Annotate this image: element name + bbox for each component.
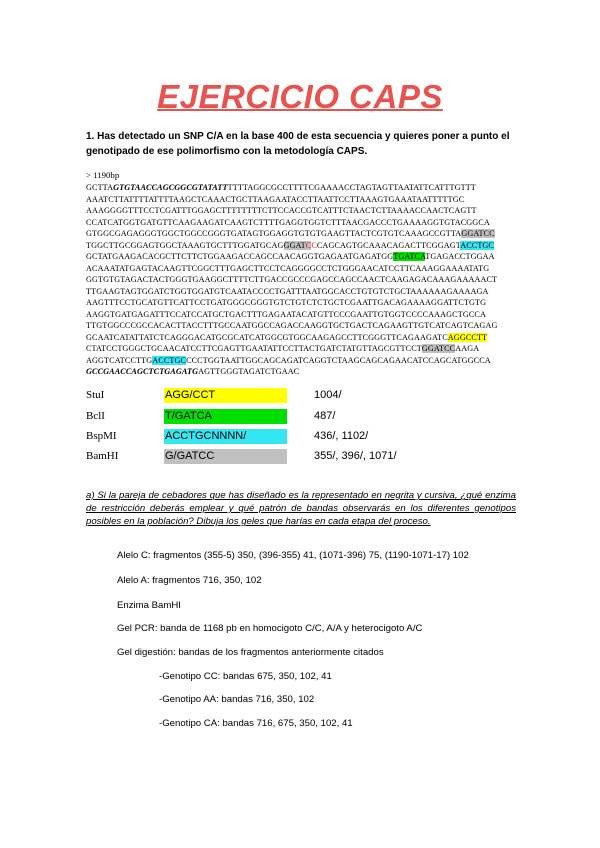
sequence-line xyxy=(86,320,516,332)
answer-line: -Genotipo AA: bandas 716, 350, 102 xyxy=(159,694,315,705)
sequence-line xyxy=(86,263,516,275)
sequence-line xyxy=(86,251,516,263)
sequence-segment-highlighted: GCCGAACCAGCTCTGAGATG xyxy=(86,367,199,376)
sequence-segment: AAAGGGGTTTCCTCGATTTGGAGCTTTTTTTTCTTCCACCGTCATTTCTAACTCTTAAAACCAACTCAGTT xyxy=(86,206,477,215)
sequence-line xyxy=(86,194,516,206)
sequence-segment-highlighted: ACCTGC xyxy=(152,355,187,365)
sequence-segment: TGAGACCTGGAA xyxy=(425,252,495,261)
enzyme-positions: 1004/ xyxy=(314,389,342,401)
sequence-segment: AAGA xyxy=(455,344,480,353)
sequence-segment: AGTTGGGTAGATCTGAAC xyxy=(198,367,300,376)
answer-line: Alelo C: fragmentos (355-5) 350, (396-355) 41, (1071-396) 75, (1190-1071-17) 102 xyxy=(117,550,469,561)
sequence-line xyxy=(86,286,516,298)
answer-line: Alelo A: fragmentos 716, 350, 102 xyxy=(117,575,262,586)
sequence-segment-highlighted: TGATCA xyxy=(393,252,426,261)
answer-line: Gel PCR: banda de 1168 pb en homocigoto C/C, A/A y heterocigoto A/C xyxy=(117,623,423,634)
sequence-segment: TTTTAGGCGCCTTTTCGAAAACCTAGTAGTTAATATTCATTTGTTT xyxy=(227,183,476,192)
sequence-segment-highlighted: C xyxy=(305,240,312,250)
sequence-line xyxy=(86,355,516,367)
enzyme-row xyxy=(86,448,466,467)
sequence-segment: AAGTTTCCTGCATGTTCATTCCTGATGGGCGGGTGTCTGTCTCTGCTCGAATTGACAGAAAAGGATTCTGTG xyxy=(86,298,487,307)
sequence-segment: CAGCAGTGCAAACAGACTTCGGAGT xyxy=(316,240,461,250)
enzyme-site: ACCTGCNNNN/ xyxy=(164,429,287,444)
enzyme-row xyxy=(86,408,466,427)
sequence-segment: TTGTGGCCCGCCACACTTACCTTTGCCAATGGCCAGACCAAGGTGCTGACTCAGAAGTTGTCATCAGTCAGAG xyxy=(86,321,498,330)
sequence-segment: GGTGTGTAGACTACTGGGTGAAGGCTTTTCTTGACCGCCCGAGCCAGCCAACTCAAGAGACAAAGAAAAACT xyxy=(86,275,498,284)
sequence-segment-highlighted: GGAT xyxy=(283,240,306,250)
sequence-segment: ACAAATATGAGTACAAGTTCGGCTTTGAGCTTCCTCAGGGGCCTCTGGGAACATCCTTCAAAGGAAAATATG xyxy=(86,263,490,273)
sequence-segment: GCTATGAAGACACGCTTCTTCTGGAAGACCAGCCAACAGGTGAGAATGAGATGG xyxy=(86,252,394,261)
question-paragraph xyxy=(86,129,516,159)
page-title: EJERCICIO CAPS xyxy=(157,78,443,115)
sequence-header: > 1190bp xyxy=(86,170,120,180)
sequence-line xyxy=(86,274,516,286)
sequence-line xyxy=(86,205,516,217)
enzyme-name: BamHI xyxy=(86,450,119,462)
answer-line: -Genotipo CA: bandas 716, 675, 350, 102, 41 xyxy=(159,718,353,729)
enzyme-name: BclI xyxy=(86,410,105,422)
sequence-segment-highlighted: GGATCC xyxy=(421,344,456,353)
enzyme-site: G/GATCC xyxy=(164,449,287,464)
sequence-line xyxy=(86,240,516,252)
enzyme-site: T/GATCA xyxy=(164,409,287,424)
answer-line: -Genotipo CC: bandas 675, 350, 102, 41 xyxy=(159,671,332,682)
dna-sequence xyxy=(86,182,516,378)
sequence-segment-highlighted: AGGCCTT xyxy=(447,332,488,342)
sequence-segment-highlighted: GGATCC xyxy=(461,229,495,238)
sequence-segment: AAATCTTATTTTATTTTAAGCTCAAACTGCTTAAGAATACCTTAATTCCTTAAAGTGAAATAATTTTTGC xyxy=(86,194,465,204)
sequence-segment: GCTTA xyxy=(86,183,114,192)
sequence-segment: CTATCCTGGGCTGCAACATCCTTCGAGTTGAATATTCCTTACTGATCTATGTTAGCGTTCCT xyxy=(86,344,422,353)
enzyme-row xyxy=(86,428,466,447)
sequence-segment: CCCTGGTAATTGGCAGCAGATCAGGTCTAAGCAGCAGAACATCCAGCATGGCCA xyxy=(186,355,491,365)
enzyme-positions: 487/ xyxy=(314,410,336,422)
sequence-segment: GTGGCGAGAGGGTGGCTGGCCGGGTGATAGTGGAGGTGTGTGAAGTTACTCGTGTCAAAGCCGTTA xyxy=(86,229,462,238)
sequence-segment-highlighted: GTGTAACCAGCGGCGTATATT xyxy=(113,183,228,192)
answer-line: Gel digestión: bandas de los fragmentos anteriormente citados xyxy=(117,647,384,658)
enzyme-name: StuI xyxy=(86,389,105,401)
sequence-segment: TTGAAGTAGTGGATCTGGTGGATGTCAATACCCCTGATTTAATGGCACCTGTGTCTGCTAAAAAAGAAAAGA xyxy=(86,286,489,296)
enzyme-row xyxy=(86,387,466,406)
question-text: Has detectado un SNP C/A en la base 400 de esta secuencia y quieres poner a punto el genotipado de ese polimorfismo con la metodología CAPS. xyxy=(86,131,510,157)
sequence-line xyxy=(86,217,516,229)
sequence-line xyxy=(86,182,516,194)
sequence-line xyxy=(86,332,516,344)
sequence-segment: AAGGTGATGAGATTTCCATCCATGCTGACTTTGAGAATACATGTTCCCGAATTGTGGTCCCCAAAGCTGCCA xyxy=(86,309,486,319)
sequence-line xyxy=(86,309,516,321)
part-a-question: a) Si la pareja de cebadores que has diseñado es la representado en negrita y cursiva, ¿qué enzima de restricción deberás emplear y qué patrón de bandas observarás en los diferentes genotipos posibles en la población? Dibuja los geles que harías en cada etapa del proceso. xyxy=(86,490,516,527)
answer-line: Enzima BamHI xyxy=(117,600,181,611)
sequence-segment: TGGCTTGCGGAGTGGCTAAAGTGCTTTGGATGCAG xyxy=(86,240,284,250)
sequence-segment-highlighted: ACCTGC xyxy=(460,240,494,250)
sequence-segment-highlighted: C xyxy=(311,240,317,250)
sequence-line xyxy=(86,228,516,240)
sequence-segment: CCATCATGGTGATGTTCAAGAAGATCAAGTCTTTTGAGGTGGTCTTTAACGACCCTGAAAAGGTGTACGGCA xyxy=(86,217,490,227)
enzyme-site: AGG/CCT xyxy=(164,388,287,403)
enzyme-positions: 436/, 1102/ xyxy=(314,430,369,442)
sequence-segment: AGGTCATCCTTG xyxy=(86,355,153,365)
enzyme-positions: 355/, 396/, 1071/ xyxy=(314,450,397,462)
question-number: 1. xyxy=(86,131,95,142)
sequence-line xyxy=(86,343,516,355)
sequence-line xyxy=(86,297,516,309)
enzyme-name: BspMI xyxy=(86,430,117,442)
sequence-line xyxy=(86,366,516,378)
sequence-segment: GCAATCATATTATCTCAGGGACATGCGCATCATGGCGTGGCAAGAGCCTTCGGGTTCAGAAGATC xyxy=(86,332,448,342)
